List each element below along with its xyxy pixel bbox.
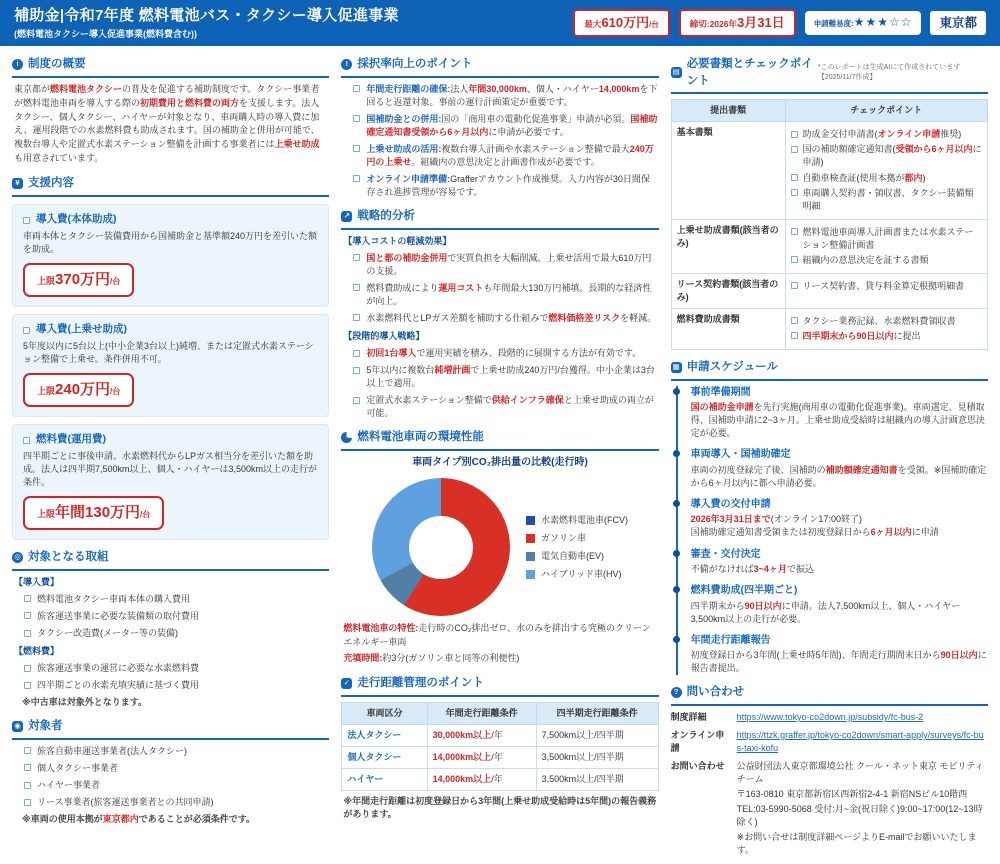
deadline-date: 3月31日 [736,14,785,30]
contact-row [671,711,988,724]
checkbox[interactable] [353,175,360,182]
difficulty-label: 申請難易度: [813,19,854,29]
checkbox[interactable] [353,254,360,261]
calendar-icon: ▦ [672,361,680,371]
amount-badge: 上限 240万円 /台 [23,373,134,407]
checkbox[interactable] [791,282,798,289]
documents-table [671,99,988,350]
section-audience-header [12,718,329,740]
table-row: 上乗せ助成書類(該当者のみ) 燃料電池車両導入計画書または水素ステーション整備計画書 組織内の意思決定を証する書類 [671,219,987,273]
checkbox[interactable] [353,314,360,321]
table-row: 個人タクシー 14,000km以上/年 3,500km以上/四半期 [342,746,658,768]
legend-item: ガソリン車 [526,532,628,545]
schedule-step: 審査・交付決定 不備がなければ3~4ヶ月で振込 [691,548,988,577]
checklist-item: 燃料費助成により運用コストも年間最大130万円補填。長期的な経済性が向上。 [353,282,658,308]
checkbox[interactable] [24,612,31,619]
checkbox[interactable] [24,747,31,754]
legend-swatch [526,534,535,543]
group-label: 【導入コストの軽減効果】 [343,235,452,246]
checkbox[interactable] [791,174,798,181]
deadline-badge [679,9,796,38]
people-icon: ◉ [12,721,23,732]
checklist-item: 水素燃料代とLPガス差額を補助する仕組みで燃料価格差リスクを軽減。 [353,312,658,325]
checklist-item: 初回1台導入で運用実績を積み、段階的に展開する方法が有効です。 [353,347,658,360]
difficulty-stars: ★★★☆☆ [853,15,913,30]
table-row: 法人タクシー 30,000km以上/年 7,500km以上/四半期 [342,724,658,746]
mileage-note: ※年間走行距離は初度登録日から3年間(上乗せ助成受給時は5年間)の報告義務があります。 [343,795,657,819]
checkbox[interactable] [791,189,798,196]
legend-swatch [526,552,535,561]
checkbox[interactable] [353,85,360,92]
checklist-item: 国補助金との併用:国の「商用車の電動化促進事業」申請が必須。国補助確定通知書受領から6ヶ月以内に申請が必要です。 [353,113,658,139]
deadline-prefix: 締切:2026年 [689,18,737,29]
checklist-item: 旅客自動車運送事業者(法人タクシー) [24,745,329,758]
section-environment-header [341,429,658,451]
checklist-item: 自動車検査証(使用本拠が都内) [791,172,982,185]
checklist-item: 燃料電池車両導入計画書または水素ステーション整備計画書 [791,226,982,252]
section-support-header [12,175,329,197]
schedule-timeline [676,386,988,676]
column-header: 四半期走行距離条件 [536,702,658,724]
support-icon: ¥ [12,178,23,189]
left-column [12,52,329,864]
checkbox[interactable] [791,317,798,324]
section-title: 対象となる取組 [28,551,109,564]
checkbox[interactable] [791,131,798,138]
column-header: 提出書類 [671,100,785,122]
table-row: リース契約書類(該当者のみ) リース契約書、貸与料金算定根拠明細書 [671,273,987,308]
checklist-item: 国と都の補助金併用で実質負担を大幅削減。上乗せ活用で最大610万円の支援。 [353,252,658,278]
online-application-link[interactable]: https://ttzk.graffer.jp/tokyo-co2down/smart-apply/surveys/fc-bus-taxi-kofu [736,729,984,753]
checklist-item: 国の補助額確定通知書(受領から6ヶ月以内に申請) [791,143,982,169]
amount-badge: 上限 370万円 /台 [23,263,134,297]
section-title: 対象者 [28,720,63,733]
contact-details: 公益財団法人東京都環境公社 クール・ネット東京 モビリティチーム 〒163-0810 東京都新宿区西新宿2-4-1 新宿NSビル10階西 TEL:03-5990-5068 受付:月~金(祝日除く)9:00~17:00(12~13時除く) ※お問い合せは制度詳細ページよりE-mailでお願いいたします。 [736,761,984,856]
checkbox[interactable] [353,350,360,357]
donut-plot [372,478,510,616]
content [0,46,1000,864]
legend-item: ハイブリッド車(HV) [526,568,628,581]
right-column [671,52,988,864]
group-label: 【導入費】 [14,576,60,587]
checklist-item: 年間走行距離の確保:法人年間30,000km、個人・ハイヤー14,000kmを下回ると返還対象。事前の運行計画策定が重要です。 [353,83,658,109]
page-header [0,0,1000,46]
section-schedule-header [671,359,988,381]
support-box-title: 導入費(上乗せ助成) [23,322,318,337]
column-header: チェックポイント [785,100,987,122]
checkbox[interactable] [353,397,360,404]
checkbox[interactable] [24,630,31,637]
checklist-item: タクシー業務記録、水素燃料費領収書 [791,315,982,328]
max-amount-prefix: 最大 [584,18,602,29]
checklist-item: 旅客運送事業に必要な装備類の取付費用 [24,610,329,623]
legend-item: 水素燃料電池車(FCV) [526,514,628,527]
checkbox[interactable] [23,327,30,334]
checkbox[interactable] [353,284,360,291]
legend-swatch [526,516,535,525]
support-box-intro [12,204,329,307]
mileage-table-header-row [342,702,658,724]
section-activities-header [12,549,329,571]
section-mileage-header [341,675,658,697]
documents-table-header-row [671,100,987,122]
support-box-fuel [12,424,329,540]
group-label: 【段階的導入戦略】 [343,331,425,341]
checklist-item: 上乗せ助成の活用:複数台導入計画や水素ステーション整備で最大240万円の上乗せ。組織内の意思決定と計画書作成が必要です。 [353,143,658,169]
checklist-item: ハイヤー事業者 [24,779,329,792]
checkbox[interactable] [23,437,30,444]
checklist-item: 組織内の意思決定を証する書類 [791,254,982,267]
checkbox[interactable] [24,782,31,789]
table-row: ハイヤー 14,000km以上/年 3,500km以上/四半期 [342,768,658,790]
schedule-step: 年間走行距離報告 初度登録日から3年間(上乗せ時5年間)、年間走行期間末日から90日以内に報告書提出。 [691,634,988,676]
clipboard-icon: ▤ [672,67,680,77]
checklist-item: 5年以内に複数台純増計画で上乗せ助成240万円/台獲得。中小企業は3台以上で適用。 [353,364,658,390]
schedule-step: 事前準備期間 国の補助金申請を先行実施(商用車の電動化促進事業)。車両選定、見積取得、国補助申請に2~3ヶ月。上乗せ助成受給時は組織内の導入計画意思決定が必要。 [691,386,988,441]
chart-legend [526,514,628,581]
support-box-desc: 車両本体とタクシー装備費用から国補助金と基準額240万円を差引いた額を助成。 [23,231,318,255]
chart-title: 車両タイプ別CO₂排出量の比較(走行時) [412,456,588,468]
ai-generated-note: *このレポートは生成AIにて作成されています【2025/11/7作成】 [817,63,961,81]
check-square-icon: ✓ [341,678,352,689]
fcv-feature-line: 燃料電池車の特性:走行時のCO₂排出ゼロ、水のみを排出する究極のクリーンエネルギー車両 [343,623,651,647]
max-amount-value: 610万円 [601,14,650,30]
amount-badge: 上限 年間130万円 /台 [23,496,164,530]
section-title: 走行距離管理のポイント [357,676,484,689]
program-details-link[interactable]: https://www.tokyo-co2down.jp/subsidy/fc-bus-2 [736,711,924,722]
section-title: 戦略的分析 [357,210,415,223]
section-title: 支援内容 [28,177,74,190]
section-title: 申請スケジュール [686,361,778,373]
checklist-item: タクシー改造費(メーター等の装備) [24,627,329,640]
info-icon: i [12,59,23,70]
checkbox[interactable] [791,228,798,235]
section-overview-header [12,56,329,78]
region-badge: 東京都 [930,11,986,35]
overview-paragraph: 東京都が燃料電池タクシーの普及を促進する補助制度です。タクシー事業者が燃料電池車両を導入する際の初期費用と燃料費の両方を支援します。法人タクシー、個人タクシー、ハイヤーが対象となり、車両購入時の導入費に加え、運用段階での水素燃料費も助成されます。国の補助金と併用が可能で、複数台導入や定置式水素ステーション整備を計画する事業者には上乗せ助成も用意されています。 [14,83,320,164]
checkbox[interactable] [353,145,360,152]
header-badges [573,9,986,38]
legend-item: 電気自動車(EV) [526,550,628,563]
checklist-item: 四半期末から90日以内に提出 [791,330,982,343]
lightbulb-icon: ! [341,59,352,70]
checkbox[interactable] [24,799,31,806]
contact-row [671,729,988,755]
contact-label: オンライン申請 [670,729,725,753]
contact-label: 制度詳細 [670,711,707,722]
checkbox[interactable] [353,115,360,122]
support-box-desc: 5年度以内に5台以上(中小企業3台以上)純増、または定置式水素ステーション整備で上乗せ。条件併用不可。 [23,341,314,365]
group-label: 【燃料費】 [14,646,60,657]
checkbox[interactable] [24,682,31,689]
checklist-item: 個人タクシー事業者 [24,762,329,775]
chart-icon: ↗ [341,211,352,222]
column-header: 年間走行距離条件 [427,702,536,724]
checklist-item: 助成金交付申請書(オンライン申請推奨) [791,128,982,141]
middle-column [341,52,658,864]
section-contact-header [671,684,988,706]
table-row: 基本書類 助成金交付申請書(オンライン申請推奨) 国の補助額確定通知書(受領から6ヶ月以内に申請) 自動車検査証(使用本拠が都内) 車両購入契約書・領収書、タクシー装備類明細 [671,122,987,219]
checklist-item: オンライン申請準備:Grafferアカウント作成推奨。入力内容が30日間保存され進捗管理が容易です。 [353,173,658,199]
checkbox[interactable] [791,256,798,263]
section-title: 燃料電池車両の環境性能 [357,431,484,444]
section-analysis-header [341,208,658,230]
checkbox[interactable] [24,665,31,672]
support-box-title: 導入費(本体助成) [23,212,318,227]
mileage-table [341,702,658,791]
pie-chart-icon [341,432,352,443]
page-subtitle: (燃料電池タクシー導入促進事業(燃料費含む)) [14,29,197,40]
checkbox[interactable] [24,595,31,602]
audience-note: ※車両の使用本拠が東京都内であることが必須条件です。 [22,814,256,825]
checklist-item: 車両購入契約書・領収書、タクシー装備類明細 [791,187,982,213]
max-amount-suffix: /台 [649,19,659,29]
page-title: 補助金|令和7年度 燃料電池バス・タクシー導入促進事業 [14,6,399,24]
section-documents-header [671,56,988,94]
checklist-item: 四半期ごとの水素充填実績に基づく費用 [24,679,329,692]
checklist-item: リース契約書、貸与料金算定根拠明細書 [791,280,982,293]
contact-label: お問い合わせ [670,761,725,772]
section-title: 制度の概要 [28,58,86,70]
checklist-item: 定置式水素ステーション整備で供給インフラ確保と上乗せ助成の両立が可能。 [353,394,658,420]
activities-note: ※中古車は対象外となります。 [22,697,148,708]
column-header: 車両区分 [342,702,427,724]
target-icon: ◎ [12,552,23,563]
schedule-step: 導入費の交付申請 2026年3月31日まで(オンライン17:00終了) 国補助確定通知書受領または初度登録日から6ヶ月以内に申請 [691,498,988,540]
checkbox[interactable] [23,217,30,224]
checklist-item: 燃料電池タクシー車両本体の購入費用 [24,593,329,606]
support-box-title: 燃料費(運用費) [23,432,318,447]
checkbox[interactable] [24,764,31,771]
checkbox[interactable] [791,332,798,339]
refuel-time-line: 充填時間:約3分(ガソリン車と同等の利便性) [343,653,520,664]
table-row: 燃料費助成書類 タクシー業務記録、水素燃料費領収書 四半期末から90日以内に提出 [671,308,987,349]
support-box-topup [12,314,329,417]
question-icon: ? [671,687,682,698]
checklist-item: リース事業者(旅客運送事業者との共同申請) [24,796,329,809]
schedule-step: 燃料費助成(四半期ごと) 四半期末から90日以内に申請。法人7,500km以上、個人・ハイヤー3,500km以上の走行が必要。 [691,584,988,626]
section-title: 採択率向上のポイント [357,58,473,70]
section-title: 問い合わせ [686,686,745,699]
section-title: 必要書類とチェックポイント [686,58,813,87]
max-amount-badge [573,9,669,38]
difficulty-badge [805,11,922,34]
checklist-item: 旅客運送事業の運営に必要な水素燃料費 [24,662,329,675]
co2-donut-chart [341,478,658,616]
contact-row [671,760,988,859]
checkbox[interactable] [791,146,798,153]
support-box-desc: 四半期ごとに事後申請。水素燃料代からLPガス相当分を差引いた額を助成。法人は四半期7,500km以上、個人・ハイヤーは3,500km以上の走行が条件。 [23,451,318,488]
checkbox[interactable] [353,367,360,374]
schedule-step: 車両導入・国補助確定 車両の初度登録完了後、国補助の補助額確定通知書を受領。※国補助確定から6ヶ月以内に都へ申請必要。 [691,448,988,490]
header-titles [14,5,399,42]
legend-swatch [526,570,535,579]
section-points-header [341,56,658,78]
